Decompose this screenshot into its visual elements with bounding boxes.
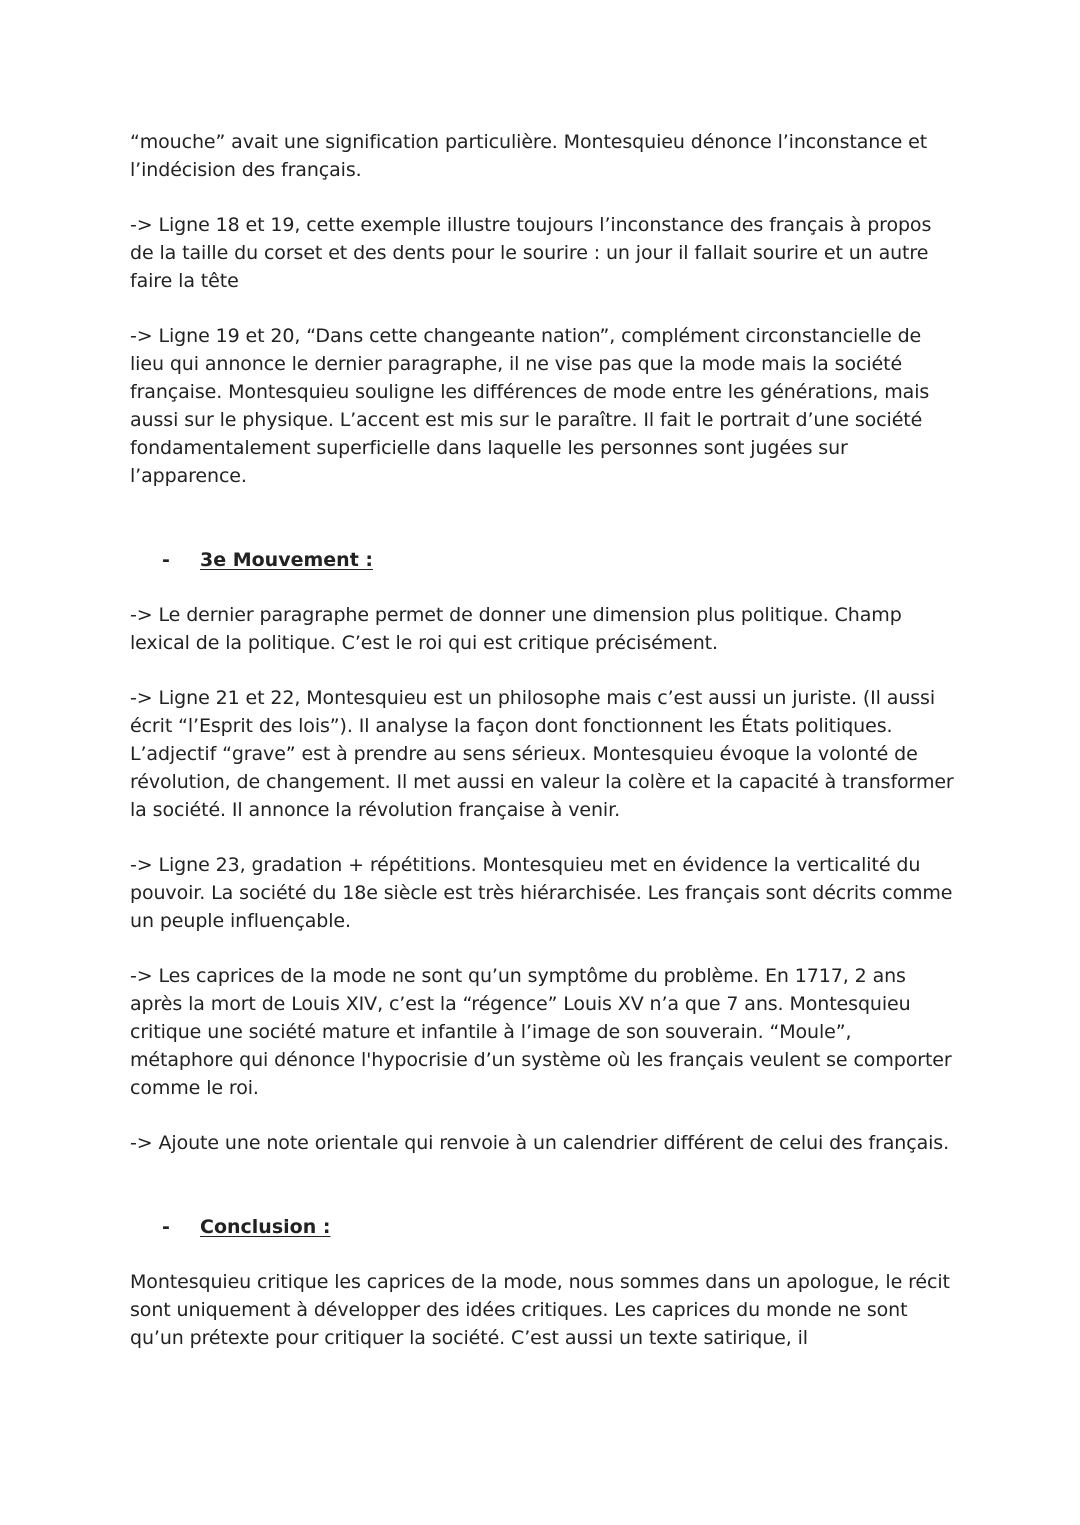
paragraph-note-orientale: -> Ajoute une note orientale qui renvoie à un calendrier différent de celui des français. <box>130 1132 950 1154</box>
document-page <box>130 128 960 1379</box>
paragraph-conclusion: Montesquieu critique les caprices de la mode, nous sommes dans un apologue, le récit sont uniquement à développer des idées critiques. Les caprices du monde ne sont qu’un prétexte pour critiquer la société. C’est aussi un texte satirique, il <box>130 1271 950 1349</box>
paragraph-ligne-23: -> Ligne 23, gradation + répétitions. Montesquieu met en évidence la verticalité du pouvoir. La société du 18e siècle est très hiérarchisée. Les français sont décrits comme un peuple influençable. <box>130 854 953 932</box>
paragraph-mouche: “mouche” avait une signification particulière. Montesquieu dénonce l’inconstance et l’indécision des français. <box>130 131 928 181</box>
paragraph-dernier-paragraphe: -> Le dernier paragraphe permet de donner une dimension plus politique. Champ lexical de la politique. C’est le roi qui est critique précisément. <box>130 604 902 654</box>
section-title: Conclusion : <box>200 1216 331 1238</box>
paragraph-ligne-18-19: -> Ligne 18 et 19, cette exemple illustre toujours l’inconstance des français à propos de la taille du corset et des dents pour le sourire : un jour il fallait sourire et un autre faire la tête <box>130 214 932 292</box>
bullet-dash: - <box>162 1216 170 1238</box>
paragraph-ligne-19-20: -> Ligne 19 et 20, “Dans cette changeante nation”, complément circonstancielle de lieu qui annonce le dernier paragraphe, il ne vise pas que la mode mais la société française. Montesquieu souligne les différences de mode entre les générations, mais aussi sur le physique. L’accent est mis sur le paraître. Il fait le portrait d’une société fondamentalement superficielle dans laquelle les personnes sont jugées sur l’apparence. <box>130 325 930 487</box>
bullet-dash: - <box>162 549 170 571</box>
section-heading-conclusion <box>130 1213 960 1241</box>
paragraph-ligne-21-22: -> Ligne 21 et 22, Montesquieu est un philosophe mais c’est aussi un juriste. (Il aussi écrit “l’Esprit des lois”). Il analyse la façon dont fonctionnent les États politiques. L’adjectif “grave” est à prendre au sens sérieux. Montesquieu évoque la volonté de révolution, de changement. Il met aussi en valeur la colère et la capacité à transformer la société. Il annonce la révolution française à venir. <box>130 687 954 821</box>
section-heading-3e-mouvement <box>130 546 960 574</box>
paragraph-caprices: -> Les caprices de la mode ne sont qu’un symptôme du problème. En 1717, 2 ans après la mort de Louis XIV, c’est la “régence” Louis XV n’a que 7 ans. Montesquieu critique une société mature et infantile à l’image de son souverain. “Moule”, métaphore qui dénonce l'hypocrisie d’un système où les français veulent se comporter comme le roi. <box>130 965 952 1099</box>
section-title: 3e Mouvement : <box>200 549 373 571</box>
